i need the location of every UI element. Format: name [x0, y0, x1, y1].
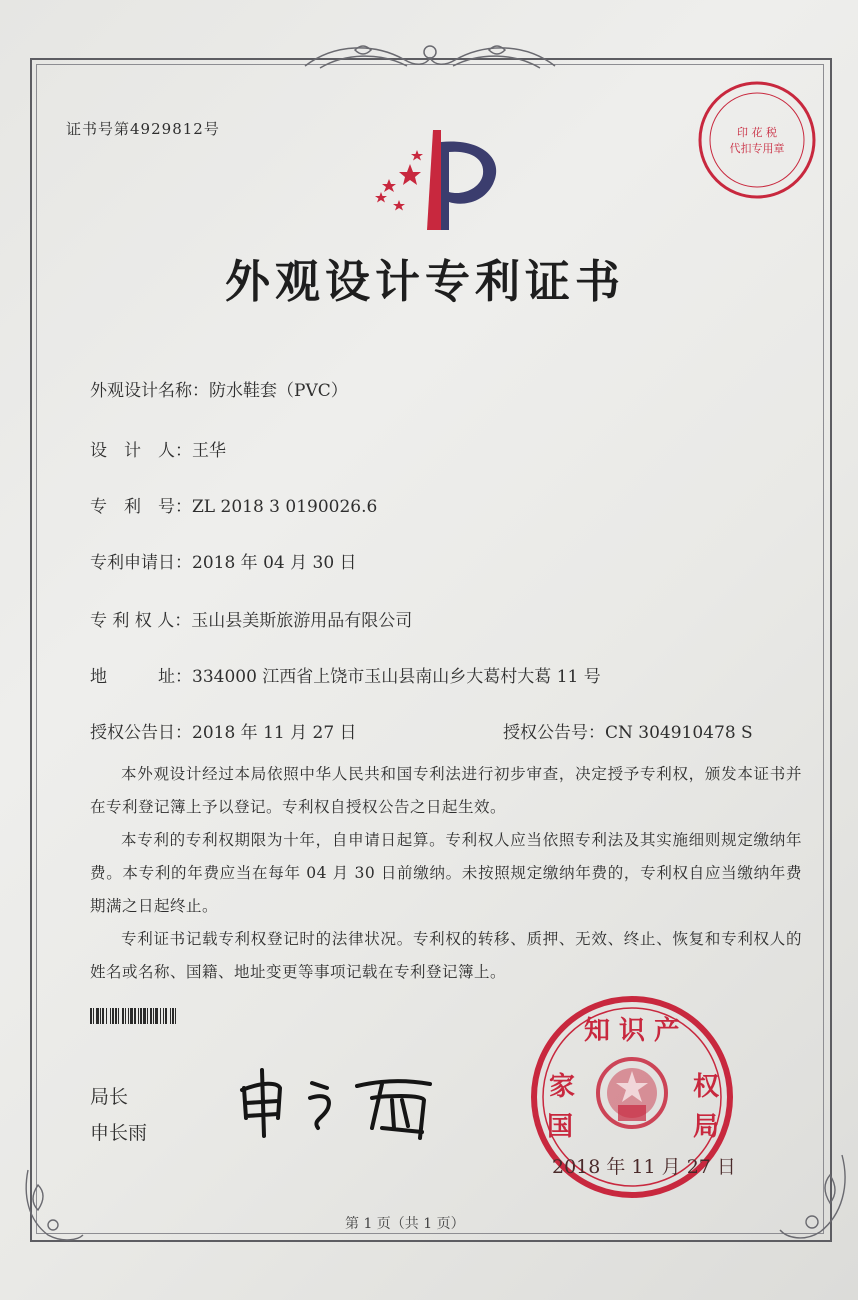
- top-ornament-icon: [295, 38, 565, 78]
- field-announcement-number: [503, 718, 753, 743]
- legal-paragraph: 本专利的专利权期限为十年，自申请日起算。专利权人应当依照专利法及其实施细则规定缴纳年费。本专利的年费应当在每年 04 月 30 日前缴纳。未按照规定缴纳年费的，专利权自应当缴纳年费期满之日起终止。: [90, 831, 802, 915]
- field-label: 专利申请日：: [90, 553, 192, 573]
- certificate-number-label: 证书号第: [66, 120, 131, 138]
- corner-ornament-left-icon: [18, 1165, 88, 1245]
- page-indicator: 第 1 页（共 1 页）: [345, 1216, 465, 1232]
- field-patent-number: [90, 492, 377, 517]
- field-value: 王华: [192, 441, 226, 461]
- certificate-number-value: 4929812: [130, 120, 204, 138]
- cnipa-logo-icon: [365, 122, 515, 234]
- tax-stamp-icon: [695, 78, 819, 202]
- field-value: 防水鞋套（PVC）: [209, 381, 348, 401]
- certificate-number-suffix: 号: [203, 120, 220, 138]
- field-label: 设 计 人：: [90, 441, 192, 461]
- seal-date: 2018 年 11 月 27 日: [552, 1156, 736, 1178]
- field-patentee: [90, 606, 412, 631]
- handwritten-signature: [232, 1058, 447, 1143]
- svg-text:权: 权: [692, 1072, 720, 1102]
- legal-paragraph: 专利证书记载专利权登记时的法律状况。专利权的转移、质押、无效、终止、恢复和专利权人的姓名或名称、国籍、地址变更等事项记载在专利登记簿上。: [90, 930, 802, 981]
- svg-text:印 花 税: 印 花 税: [737, 126, 777, 139]
- svg-text:知 识 产: 知 识 产: [583, 1016, 681, 1046]
- field-label: 授权公告日：: [90, 723, 192, 743]
- signatory-title: 局长: [90, 1086, 129, 1108]
- field-value: 玉山县美斯旅游用品有限公司: [191, 611, 413, 631]
- svg-text:国: 国: [546, 1112, 574, 1142]
- barcode: [90, 1008, 330, 1024]
- field-label: 专 利 权 人：: [90, 611, 192, 631]
- field-design-name: [90, 376, 348, 401]
- svg-text:家: 家: [548, 1072, 576, 1102]
- field-label: 授权公告号：: [503, 723, 605, 743]
- barcode-bar: [176, 1008, 178, 1024]
- field-designer: [90, 436, 226, 461]
- field-grant-date: [90, 718, 357, 743]
- legal-text: [90, 758, 802, 989]
- field-application-date: [90, 548, 357, 573]
- field-label: 地 址：: [90, 667, 192, 687]
- field-address: [90, 662, 601, 687]
- legal-paragraph: 本外观设计经过本局依照中华人民共和国专利法进行初步审查，决定授予专利权，颁发本证书并在专利登记簿上予以登记。专利权自授权公告之日起生效。: [90, 765, 802, 816]
- page-title: 外观设计专利证书: [225, 255, 626, 308]
- certificate-number: [66, 118, 220, 139]
- field-label: 专 利 号：: [90, 497, 192, 517]
- field-value: 2018 年 04 月 30 日: [192, 553, 357, 573]
- signatory-name: 申长雨: [90, 1122, 148, 1144]
- field-value: CN 304910478 S: [605, 723, 753, 743]
- field-label: 外观设计名称：: [90, 381, 209, 401]
- svg-text:局: 局: [692, 1112, 720, 1142]
- corner-ornament-right-icon: [772, 1150, 852, 1245]
- field-value: 334000 江西省上饶市玉山县南山乡大葛村大葛 11 号: [192, 667, 601, 687]
- field-value: ZL 2018 3 0190026.6: [192, 497, 378, 517]
- field-value: 2018 年 11 月 27 日: [192, 723, 357, 743]
- svg-text:代扣专用章: 代扣专用章: [729, 142, 785, 155]
